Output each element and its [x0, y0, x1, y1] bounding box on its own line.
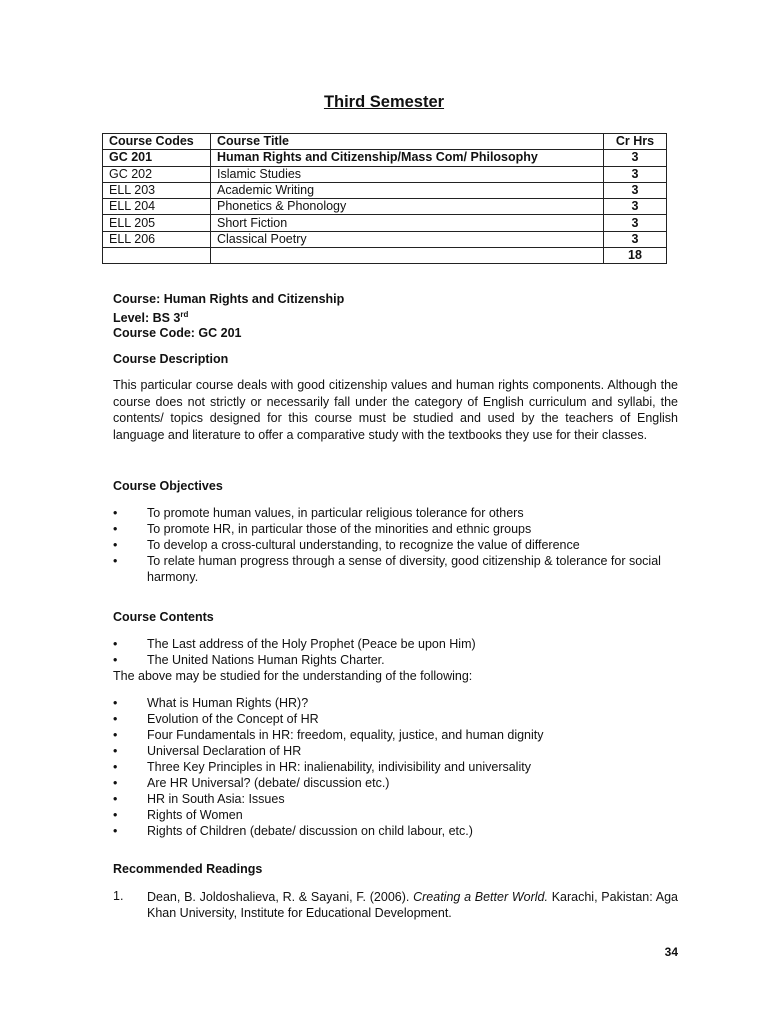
- course-code-line: Course Code: GC 201: [113, 326, 242, 341]
- course-name: Course: Human Rights and Citizenship: [113, 292, 345, 306]
- table-header-row: [103, 134, 667, 150]
- list-item: [113, 743, 678, 759]
- bullet-icon: •: [113, 776, 118, 790]
- course-info: [113, 292, 678, 341]
- empty-cell: [103, 248, 211, 264]
- table-row: [103, 215, 667, 231]
- readings-list: [113, 889, 678, 921]
- course-code: GC 201: [103, 150, 211, 166]
- list-item-text: HR in South Asia: Issues: [147, 792, 285, 806]
- list-item-text: To promote HR, in particular those of the minorities and ethnic groups: [147, 522, 532, 536]
- course-title: Short Fiction: [211, 215, 604, 231]
- list-item: [113, 711, 678, 727]
- bullet-icon: •: [113, 824, 118, 838]
- empty-cell: [211, 248, 604, 264]
- bullet-icon: •: [113, 744, 118, 758]
- list-item-text: Evolution of the Concept of HR: [147, 712, 319, 726]
- credit-hours: 3: [604, 215, 667, 231]
- course-title: Islamic Studies: [211, 166, 604, 182]
- table-row: [103, 166, 667, 182]
- list-item-text: The United Nations Human Rights Charter.: [147, 653, 385, 667]
- list-item: [113, 823, 678, 839]
- course-table: [102, 133, 667, 264]
- course-code: GC 202: [103, 166, 211, 182]
- list-item-text: Rights of Women: [147, 808, 243, 822]
- objectives-list: [113, 505, 678, 585]
- reference-title: Creating a Better World.: [413, 890, 548, 904]
- course-code: ELL 203: [103, 182, 211, 198]
- credit-hours: 3: [604, 150, 667, 166]
- list-item-text: The Last address of the Holy Prophet (Peace be upon Him): [147, 637, 476, 651]
- bullet-icon: •: [113, 808, 118, 822]
- objectives-heading: Course Objectives: [113, 479, 223, 493]
- header-course-codes: Course Codes: [103, 134, 211, 150]
- list-item: [113, 652, 678, 668]
- bullet-icon: •: [113, 522, 118, 536]
- reference-authors: Dean, B. Joldoshalieva, R. & Sayani, F. (2006).: [147, 890, 414, 904]
- bullet-icon: •: [113, 538, 118, 552]
- contents-note: The above may be studied for the understanding of the following:: [113, 669, 473, 683]
- credit-hours: 3: [604, 231, 667, 247]
- list-item-text: Three Key Principles in HR: inalienability, indivisibility and universality: [147, 760, 531, 774]
- description-heading: Course Description: [113, 352, 229, 366]
- bullet-icon: •: [113, 637, 118, 651]
- page-number: 34: [664, 945, 678, 959]
- bullet-icon: •: [113, 506, 118, 520]
- bullet-icon: •: [113, 728, 118, 742]
- list-item: [113, 807, 678, 823]
- reference-text: [147, 889, 678, 921]
- contents-heading: Course Contents: [113, 610, 214, 624]
- contents-list-a: [113, 636, 678, 668]
- credit-hours: 3: [604, 199, 667, 215]
- table-total-row: [103, 248, 667, 264]
- header-course-title: Course Title: [211, 134, 604, 150]
- reference-number: 1.: [113, 889, 124, 903]
- list-item: [113, 759, 678, 775]
- table-row: [103, 199, 667, 215]
- bullet-icon: •: [113, 712, 118, 726]
- course-title: Phonetics & Phonology: [211, 199, 604, 215]
- course-code: ELL 206: [103, 231, 211, 247]
- course-level: [113, 307, 678, 326]
- list-item: [113, 775, 678, 791]
- course-title: Classical Poetry: [211, 231, 604, 247]
- course-code: ELL 205: [103, 215, 211, 231]
- bullet-icon: •: [113, 696, 118, 710]
- bullet-icon: •: [113, 554, 118, 568]
- list-item-text: What is Human Rights (HR)?: [147, 696, 309, 710]
- list-item: [113, 727, 678, 743]
- list-item-text: Universal Declaration of HR: [147, 744, 302, 758]
- list-item-text: Four Fundamentals in HR: freedom, equality, justice, and human dignity: [147, 728, 544, 742]
- list-item: [113, 505, 678, 521]
- table-row: [103, 150, 667, 166]
- total-credit-hours: 18: [604, 248, 667, 264]
- list-item-text: Rights of Children (debate/ discussion on child labour, etc.): [147, 824, 473, 838]
- bullet-icon: •: [113, 760, 118, 774]
- list-item: [113, 537, 678, 553]
- credit-hours: 3: [604, 166, 667, 182]
- course-level-superscript: rd: [180, 310, 189, 319]
- table-row: [103, 182, 667, 198]
- list-item-text: To relate human progress through a sense of diversity, good citizenship & tolerance for social harmony.: [147, 554, 661, 584]
- bullet-icon: •: [113, 653, 118, 667]
- description-text: This particular course deals with good citizenship values and human rights components. Although the course does not strictly or necessarily fall under the category of English curriculum and syllabi, the contents/ topics designed for this course must be studied and used by the teachers of English language and literature to offer a comparative study with the textbooks they use for their classes.: [113, 378, 678, 442]
- list-item: [113, 553, 678, 585]
- list-item: [113, 636, 678, 652]
- course-title: Human Rights and Citizenship/Mass Com/ Philosophy: [211, 150, 604, 166]
- course-title: Academic Writing: [211, 182, 604, 198]
- credit-hours: 3: [604, 182, 667, 198]
- readings-heading: Recommended Readings: [113, 862, 263, 876]
- contents-list-b: [113, 695, 678, 839]
- list-item-text: To promote human values, in particular religious tolerance for others: [147, 506, 524, 520]
- bullet-icon: •: [113, 792, 118, 806]
- list-item-text: To develop a cross-cultural understanding, to recognize the value of difference: [147, 538, 580, 552]
- course-level-text: Level: BS 3: [113, 311, 181, 326]
- page-title: Third Semester: [323, 93, 445, 111]
- course-code: ELL 204: [103, 199, 211, 215]
- table-row: [103, 231, 667, 247]
- list-item: [113, 695, 678, 711]
- header-cr-hrs: Cr Hrs: [604, 134, 667, 150]
- list-item: [113, 791, 678, 807]
- list-item: [113, 521, 678, 537]
- reference-publisher: Karachi, Pakistan: Aga Khan University, Institute for Educational Development.: [147, 890, 678, 920]
- list-item-text: Are HR Universal? (debate/ discussion etc.): [147, 776, 390, 790]
